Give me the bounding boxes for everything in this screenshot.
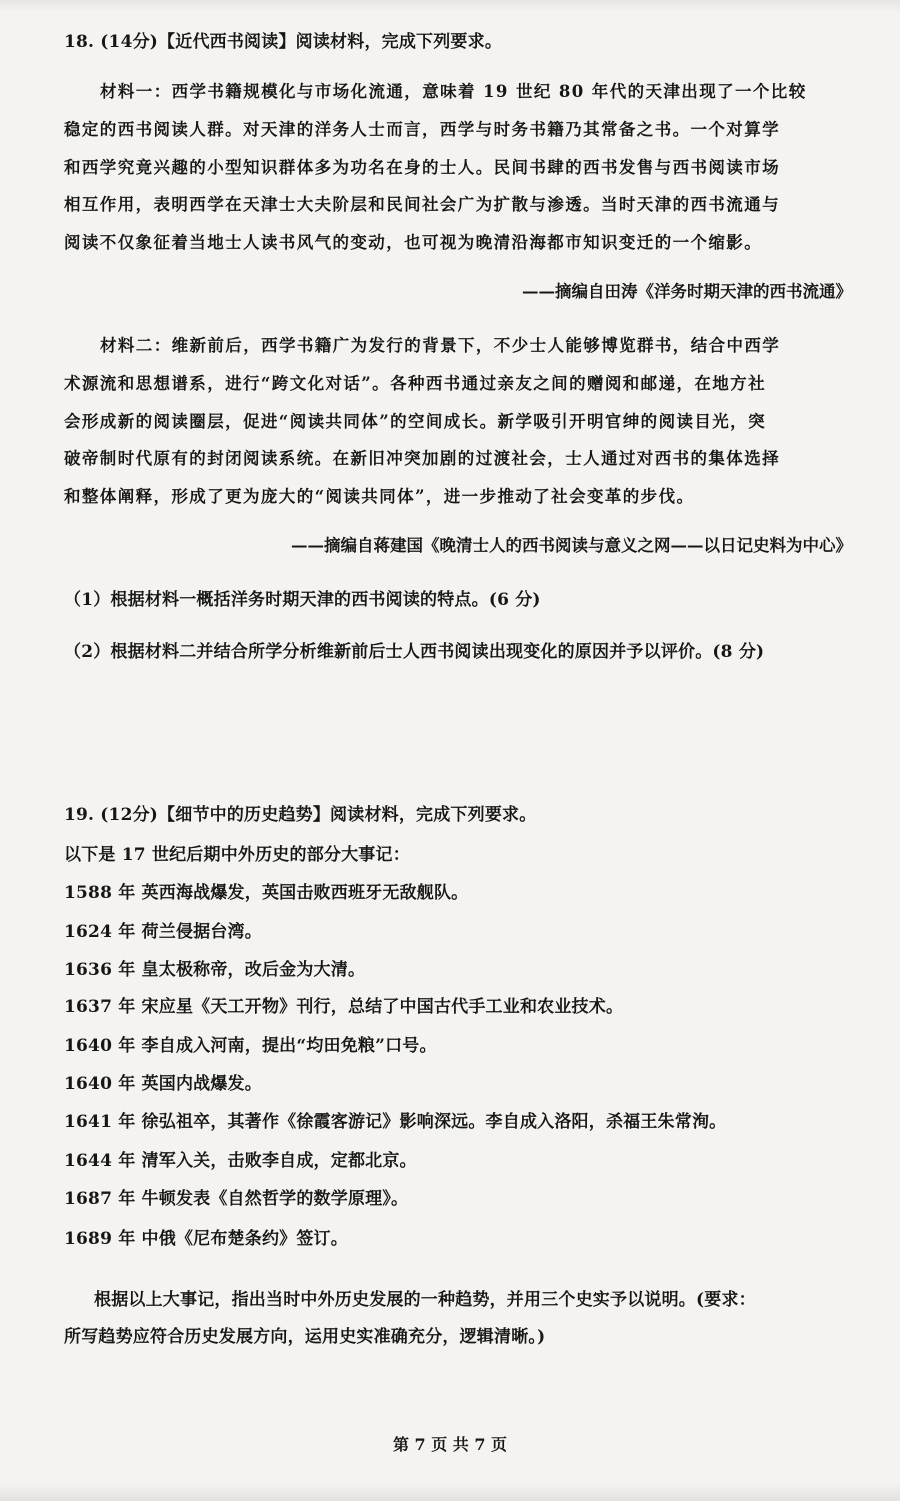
q19-event: 1640 年 英国内战爆发。	[64, 1074, 262, 1094]
q19-event: 1637 年 宋应星《天工开物》刊行，总结了中国古代手工业和农业技术。	[64, 997, 624, 1017]
q18-material2-line: 会形成新的阅读圈层，促进“阅读共同体”的空间成长。新学吸引开明官绅的阅读目光，突	[64, 412, 766, 431]
q18-material2-line: 术源流和思想谱系，进行“跨文化对话”。各种西书通过亲友之间的赠阅和邮递，在地方社	[64, 374, 766, 393]
q18-subquestion-1: （1）根据材料一概括洋务时期天津的西书阅读的特点。(6 分)	[64, 590, 541, 610]
q19-event: 1641 年 徐弘祖卒，其著作《徐霞客游记》影响深远。李自成入洛阳，杀福王朱常洵。	[64, 1112, 727, 1132]
q19-event: 1636 年 皇太极称帝，改后金为大清。	[64, 960, 366, 980]
q18-material1-line: 稳定的西书阅读人群。对天津的洋务人士而言，西学与时务书籍乃其常备之书。一个对算学	[64, 120, 780, 139]
q18-subquestion-2: （2）根据材料二并结合所学分析维新前后士人西书阅读出现变化的原因并予以评价。(8 分)	[64, 642, 765, 662]
q19-event: 1624 年 荷兰侵据台湾。	[64, 922, 262, 942]
scan-shadow-top	[0, 0, 900, 12]
q18-source2: ——摘编自蒋建国《晚清士人的西书阅读与意义之网——以日记史料为中心》	[291, 536, 852, 555]
q19-task-line: 所写趋势应符合历史发展方向，运用史实准确充分，逻辑清晰。)	[64, 1327, 546, 1347]
q18-material1-line: 相互作用，表明西学在天津士大夫阶层和民间社会广为扩散与渗透。当时天津的西书流通与	[64, 195, 780, 214]
q18-material2-line: 材料二：维新前后，西学书籍广为发行的背景下，不少士人能够博览群书，结合中西学	[100, 336, 781, 355]
scan-shadow-bottom	[0, 1483, 900, 1501]
q19-task-line: 根据以上大事记，指出当时中外历史发展的一种趋势，并用三个史实予以说明。(要求：	[94, 1290, 756, 1310]
q18-material2-line: 和整体阐释，形成了更为庞大的“阅读共同体”，进一步推动了社会变革的步伐。	[64, 487, 695, 506]
q18-material2-line: 破帝制时代原有的封闭阅读系统。在新旧冲突加剧的过渡社会，士人通过对西书的集体选择	[64, 449, 780, 468]
q18-material1-line: 和西学究竟兴趣的小型知识群体多为功名在身的士人。民间书肆的西书发售与西书阅读市场	[64, 158, 780, 177]
q19-event: 1687 年 牛顿发表《自然哲学的数学原理》。	[64, 1189, 409, 1209]
q19-intro: 以下是 17 世纪后期中外历史的部分大事记：	[64, 845, 410, 865]
q18-material1-line: 材料一：西学书籍规模化与市场化流通，意味着 19 世纪 80 年代的天津出现了一个比较	[100, 82, 807, 101]
q19-event: 1644 年 清军入关，击败李自成，定都北京。	[64, 1151, 417, 1171]
q19-event: 1588 年 英西海战爆发，英国击败西班牙无敌舰队。	[64, 883, 469, 903]
page-number: 第 7 页 共 7 页	[392, 1435, 508, 1454]
q19-heading: 19. (12分)【细节中的历史趋势】阅读材料，完成下列要求。	[64, 805, 537, 825]
q18-source1: ——摘编自田涛《洋务时期天津的西书流通》	[522, 282, 852, 301]
q18-heading: 18. (14分)【近代西书阅读】阅读材料，完成下列要求。	[64, 32, 503, 52]
q19-event: 1640 年 李自成入河南，提出“均田免粮”口号。	[64, 1036, 437, 1056]
q18-material1-line: 阅读不仅象征着当地士人读书风气的变动，也可视为晚清沿海都市知识变迁的一个缩影。	[64, 233, 763, 252]
q19-event: 1689 年 中俄《尼布楚条约》签订。	[64, 1229, 348, 1249]
